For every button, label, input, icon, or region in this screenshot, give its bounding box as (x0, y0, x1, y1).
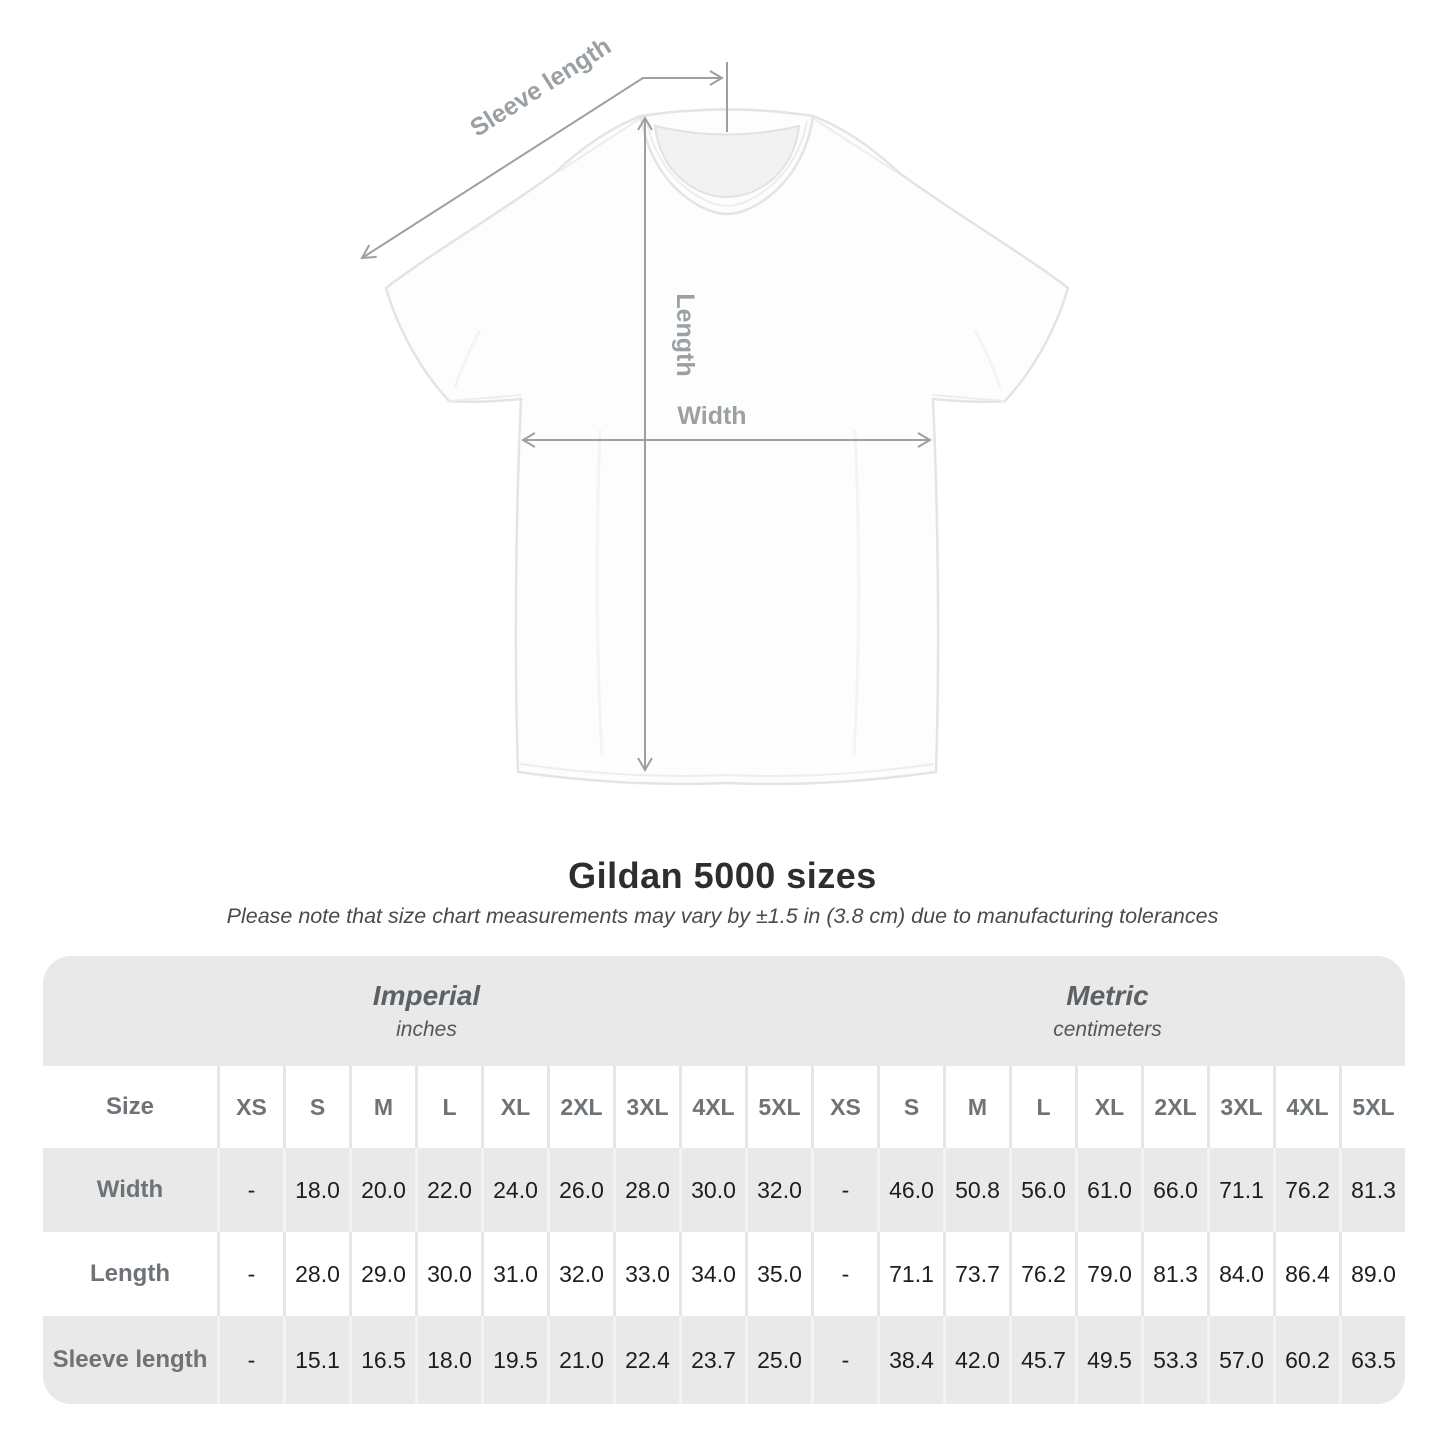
length-metric-xs: - (811, 1232, 877, 1316)
table-row-width (43, 1148, 1405, 1232)
width-metric-3xl: 71.1 (1207, 1148, 1273, 1232)
sleeve-imperial-xs: - (217, 1316, 283, 1404)
sleeve-metric-5xl: 63.5 (1339, 1316, 1405, 1404)
width-imperial-2xl: 26.0 (547, 1148, 613, 1232)
size-col-imperial-l: L (415, 1066, 481, 1148)
sleeve-metric-m: 42.0 (943, 1316, 1009, 1404)
sleeve-imperial-l: 18.0 (415, 1316, 481, 1404)
length-imperial-m: 29.0 (349, 1232, 415, 1316)
length-metric-2xl: 81.3 (1141, 1232, 1207, 1316)
imperial-title: Imperial (372, 980, 481, 1011)
size-col-metric-s: S (877, 1066, 943, 1148)
length-metric-4xl: 86.4 (1273, 1232, 1339, 1316)
width-metric-s: 46.0 (877, 1148, 943, 1232)
unit-group-header-row (43, 956, 1405, 1066)
width-metric-4xl: 76.2 (1273, 1148, 1339, 1232)
size-col-metric-xs: XS (811, 1066, 877, 1148)
page-title: Gildan 5000 sizes (568, 855, 877, 896)
width-label: Width (677, 402, 747, 430)
sleeve-imperial-5xl: 25.0 (745, 1316, 811, 1404)
size-header-row (43, 1066, 1405, 1148)
size-col-imperial-xl: XL (481, 1066, 547, 1148)
length-imperial-2xl: 32.0 (547, 1232, 613, 1316)
size-col-metric-m: M (943, 1066, 1009, 1148)
length-metric-3xl: 84.0 (1207, 1232, 1273, 1316)
width-metric-xl: 61.0 (1075, 1148, 1141, 1232)
width-metric-5xl: 81.3 (1339, 1148, 1405, 1232)
length-imperial-xs: - (217, 1232, 283, 1316)
sleeve-metric-3xl: 57.0 (1207, 1316, 1273, 1404)
imperial-group-header (43, 956, 810, 1066)
sleeve-imperial-m: 16.5 (349, 1316, 415, 1404)
size-col-metric-4xl: 4XL (1273, 1066, 1339, 1148)
width-metric-2xl: 66.0 (1141, 1148, 1207, 1232)
sleeve-imperial-2xl: 21.0 (547, 1316, 613, 1404)
length-metric-m: 73.7 (943, 1232, 1009, 1316)
sleeve-length-label: Sleeve length (465, 32, 617, 143)
size-col-imperial-4xl: 4XL (679, 1066, 745, 1148)
width-metric-m: 50.8 (943, 1148, 1009, 1232)
width-metric-l: 56.0 (1009, 1148, 1075, 1232)
size-col-imperial-xs: XS (217, 1066, 283, 1148)
length-metric-xl: 79.0 (1075, 1232, 1141, 1316)
row-label-length: Length (90, 1260, 170, 1287)
row-label-width: Width (96, 1176, 164, 1203)
length-imperial-5xl: 35.0 (745, 1232, 811, 1316)
width-imperial-3xl: 28.0 (613, 1148, 679, 1232)
length-label: Length (671, 293, 699, 377)
width-imperial-xl: 24.0 (481, 1148, 547, 1232)
size-col-imperial-3xl: 3XL (613, 1066, 679, 1148)
sleeve-metric-s: 38.4 (877, 1316, 943, 1404)
tolerance-note: Please note that size chart measurements may vary by ±1.5 in (3.8 cm) due to manufacturing tolerances (226, 904, 1219, 928)
metric-group-header (810, 956, 1405, 1066)
size-col-metric-xl: XL (1075, 1066, 1141, 1148)
width-metric-xs: - (811, 1148, 877, 1232)
sleeve-imperial-3xl: 22.4 (613, 1316, 679, 1404)
width-imperial-s: 18.0 (283, 1148, 349, 1232)
table-row-sleeve-length (43, 1316, 1405, 1404)
sleeve-metric-l: 45.7 (1009, 1316, 1075, 1404)
sleeve-metric-4xl: 60.2 (1273, 1316, 1339, 1404)
length-imperial-s: 28.0 (283, 1232, 349, 1316)
width-imperial-xs: - (217, 1148, 283, 1232)
sleeve-metric-xl: 49.5 (1075, 1316, 1141, 1404)
sleeve-imperial-s: 15.1 (283, 1316, 349, 1404)
size-table (43, 956, 1405, 1404)
tshirt-graphic (386, 110, 1068, 784)
size-col-metric-l: L (1009, 1066, 1075, 1148)
metric-title: Metric (1066, 980, 1149, 1011)
table-row-length (43, 1232, 1405, 1316)
sleeve-imperial-4xl: 23.7 (679, 1316, 745, 1404)
width-imperial-m: 20.0 (349, 1148, 415, 1232)
width-imperial-4xl: 30.0 (679, 1148, 745, 1232)
length-imperial-3xl: 33.0 (613, 1232, 679, 1316)
size-col-metric-5xl: 5XL (1339, 1066, 1405, 1148)
imperial-unit: inches (396, 1018, 457, 1041)
sleeve-imperial-xl: 19.5 (481, 1316, 547, 1404)
width-imperial-5xl: 32.0 (745, 1148, 811, 1232)
size-header-label: Size (105, 1093, 155, 1120)
size-col-imperial-s: S (283, 1066, 349, 1148)
size-col-imperial-5xl: 5XL (745, 1066, 811, 1148)
width-imperial-l: 22.0 (415, 1148, 481, 1232)
size-col-imperial-m: M (349, 1066, 415, 1148)
sleeve-metric-2xl: 53.3 (1141, 1316, 1207, 1404)
length-metric-s: 71.1 (877, 1232, 943, 1316)
length-imperial-xl: 31.0 (481, 1232, 547, 1316)
length-metric-5xl: 89.0 (1339, 1232, 1405, 1316)
metric-unit: centimeters (1053, 1018, 1162, 1041)
row-label-sleeve-length: Sleeve length (52, 1346, 208, 1373)
length-imperial-4xl: 34.0 (679, 1232, 745, 1316)
size-col-imperial-2xl: 2XL (547, 1066, 613, 1148)
length-metric-l: 76.2 (1009, 1232, 1075, 1316)
size-col-metric-3xl: 3XL (1207, 1066, 1273, 1148)
size-col-metric-2xl: 2XL (1141, 1066, 1207, 1148)
length-imperial-l: 30.0 (415, 1232, 481, 1316)
sleeve-metric-xs: - (811, 1316, 877, 1404)
